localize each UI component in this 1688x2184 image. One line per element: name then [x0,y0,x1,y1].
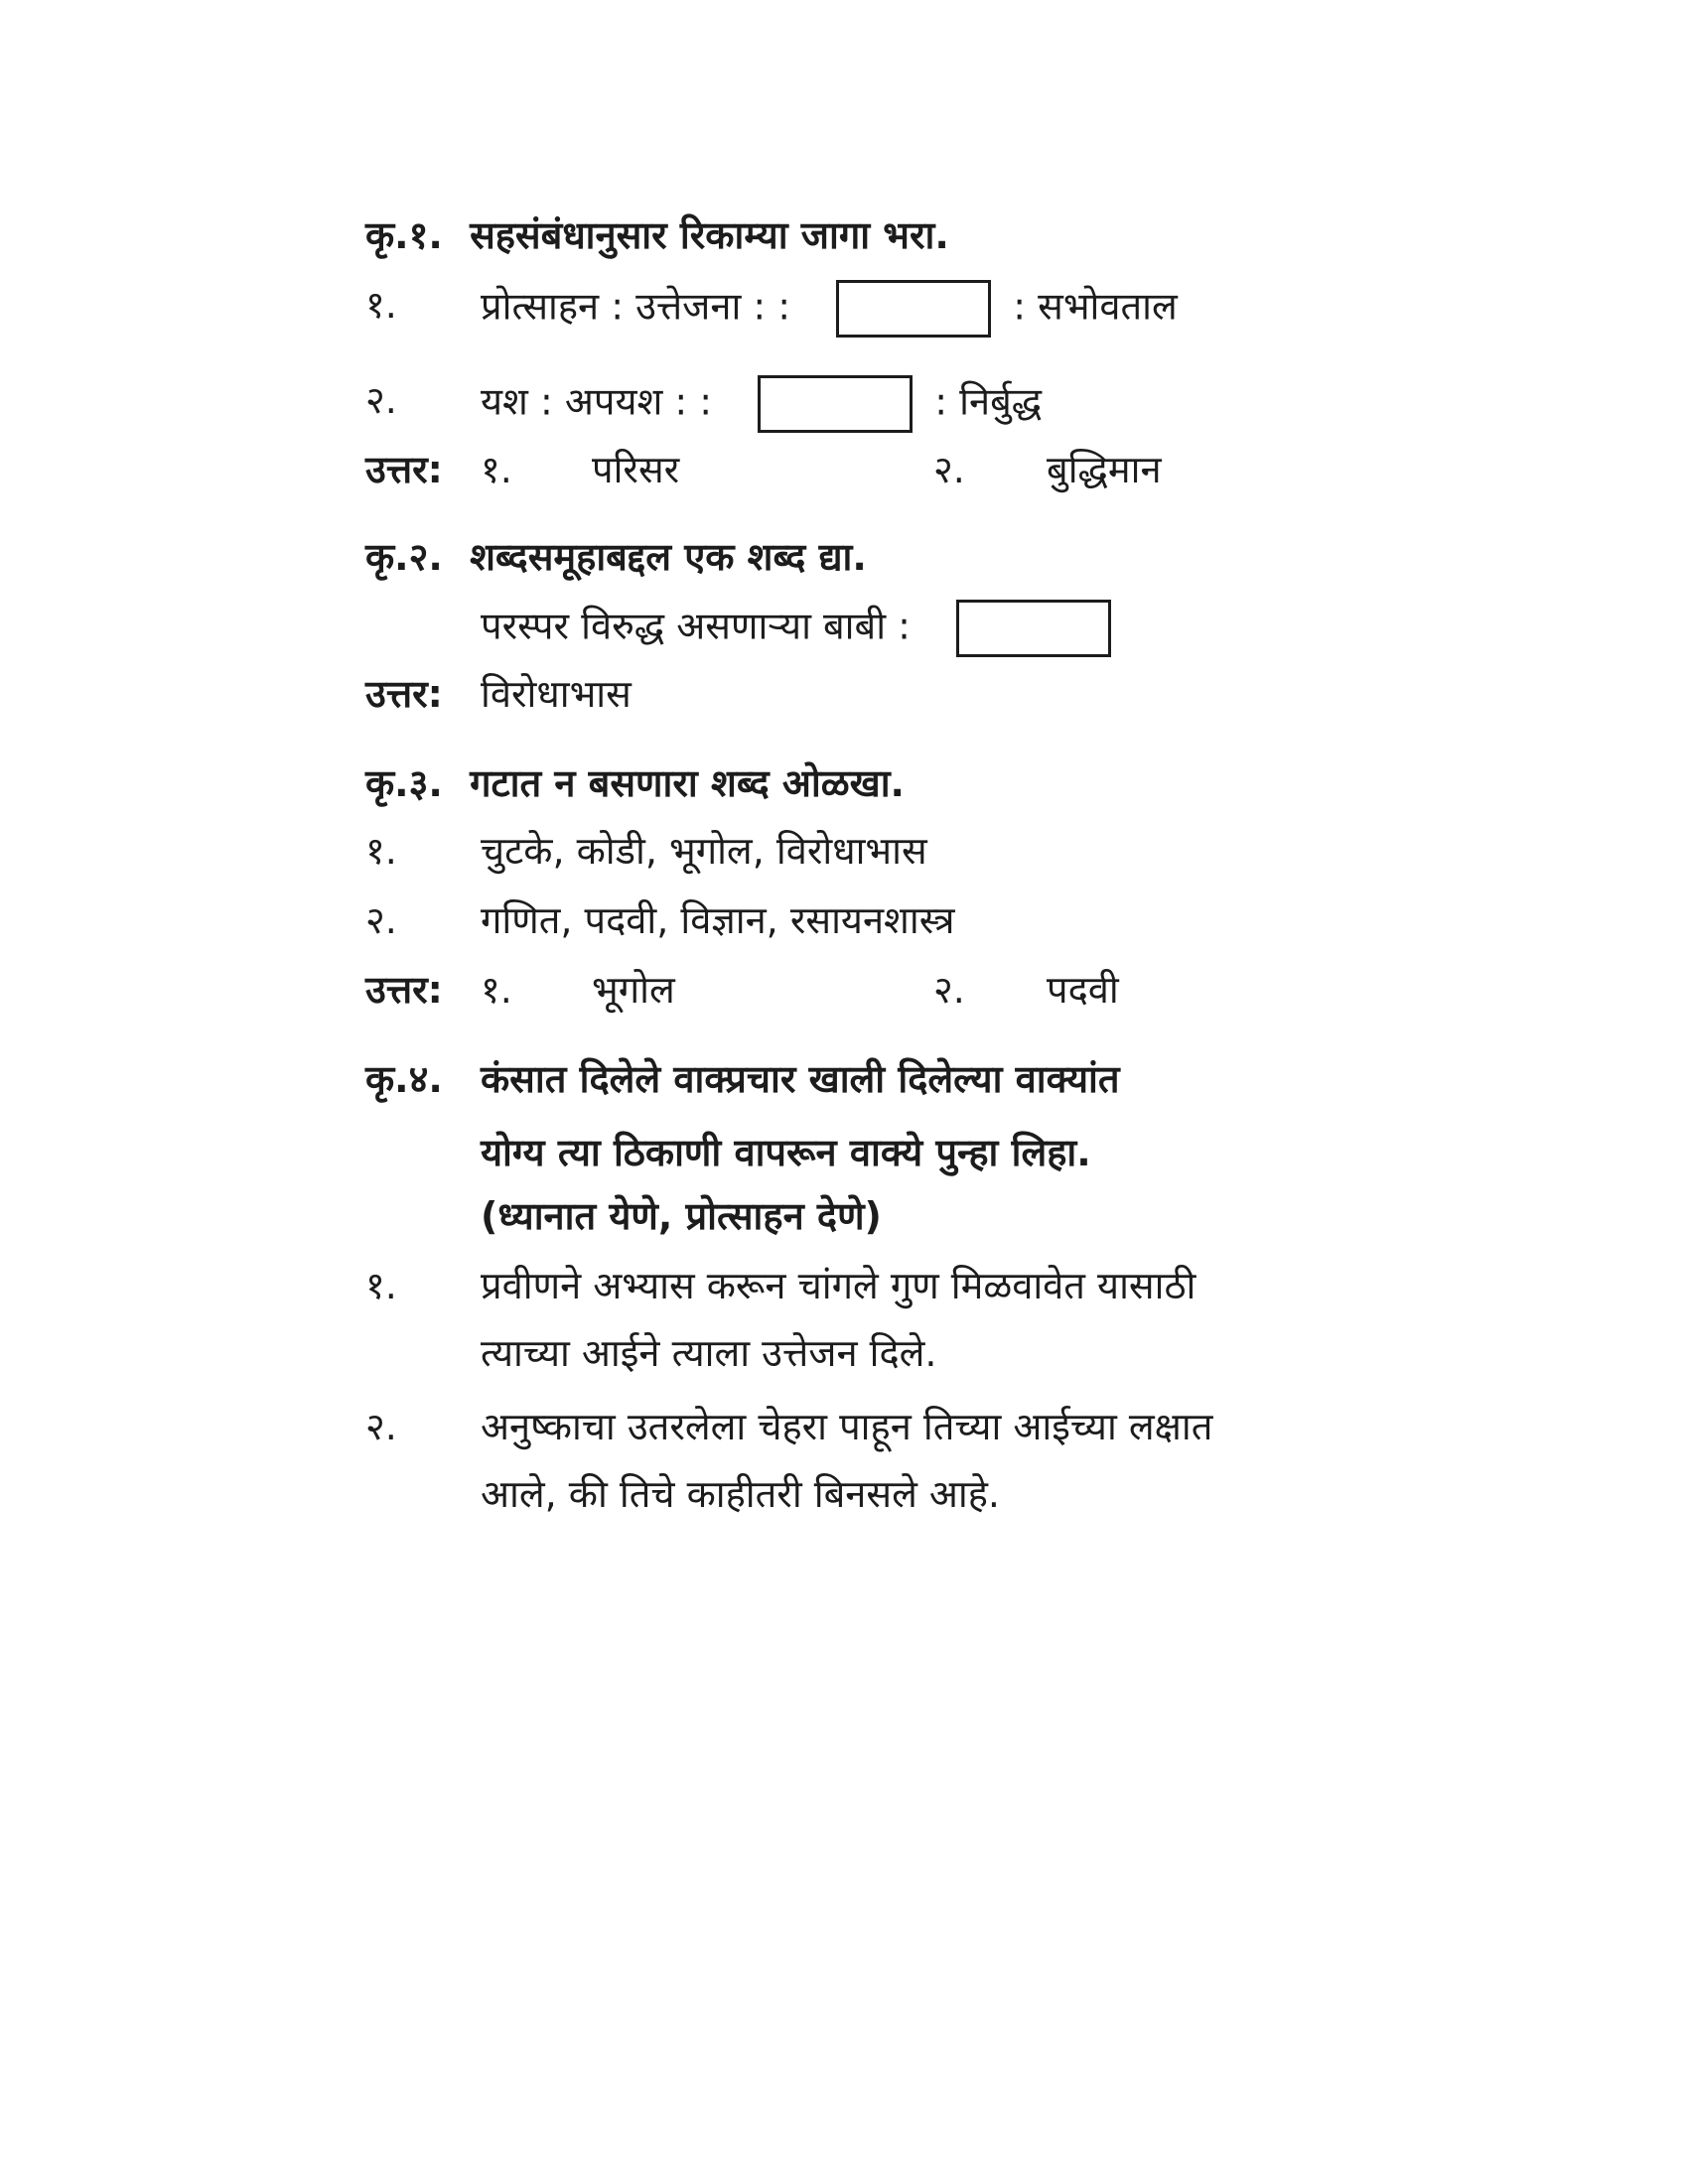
q3-title: गटात न बसणारा शब्द ओळखा. [470,761,905,805]
q4-title-line-1: कंसात दिलेले वाक्प्रचार खाली दिलेल्या वाक्यांत [481,1057,1120,1101]
q3-heading [365,758,905,808]
q4-item-1-line-1: प्रवीणने अभ्यास करून चांगले गुण मिळवावेत यासाठी [481,1264,1196,1307]
q2-prompt: परस्पर विरुद्ध असणाऱ्या बाबी : [481,604,911,648]
q1-answer-1-number: १. [481,448,512,491]
q3-item-2-number: २. [365,898,397,942]
q4-title-line-3: (ध्यानात येणे, प्रोत्साहन देणे) [481,1194,882,1238]
q1-answer-label: उत्तर: [365,448,443,491]
q3-answer-1: भूगोल [592,968,675,1012]
q1-item-2 [481,375,1042,433]
q2-heading [365,532,867,582]
q2-title: शब्दसमूहाबद्दल एक शब्द द्या. [470,535,867,579]
q1-answer-2: बुद्धिमान [1047,448,1162,491]
q3-item-1: चुटके, कोडी, भूगोल, विरोधाभास [481,829,927,873]
q1-answer-2-number: २. [933,448,965,491]
q2-blank-box [956,600,1111,657]
q1-answer-1: परिसर [592,448,680,491]
q2-answer-label: उत्तर: [365,672,443,716]
q3-answer-1-number: १. [481,968,512,1012]
q4-item-1-number: १. [365,1264,397,1307]
q1-item-1 [481,280,1178,338]
q4-label: कृ.४. [365,1057,443,1101]
q3-answer-2: पदवी [1047,968,1119,1012]
q1-item-2-number: २. [365,378,397,422]
q3-answer-label: उत्तर: [365,968,443,1012]
q1-title: सहसंबंधानुसार रिकाम्या जागा भरा. [470,213,949,257]
q4-item-2-number: २. [365,1405,397,1448]
q2-prompt-row [481,600,1111,657]
q1-item-2-blank-box [758,375,913,433]
q4-title-line-2: योग्य त्या ठिकाणी वापरून वाक्ये पुन्हा लिहा. [481,1131,1091,1174]
q1-item-1-right: : सभोवताल [1013,284,1178,329]
q4-item-2-line-2: आले, की तिचे काहीतरी बिनसले आहे. [481,1472,1000,1516]
q1-item-2-right: : निर्बुद्ध [934,379,1043,424]
q4-item-1-line-2: त्याच्या आईने त्याला उत्तेजन दिले. [481,1331,937,1375]
q1-item-1-blank-box [836,280,991,338]
q4-item-2-line-1: अनुष्काचा उतरलेला चेहरा पाहून तिच्या आईच्या लक्षात [481,1405,1213,1448]
q2-label: कृ.२. [365,535,443,579]
q1-item-1-left: प्रोत्साहन : उत्तेजना : : [481,284,791,329]
q3-item-2: गणित, पदवी, विज्ञान, रसायनशास्त्र [481,898,955,942]
q1-heading [365,210,949,260]
q1-item-1-number: १. [365,283,397,327]
q3-label: कृ.३. [365,761,443,805]
q3-item-1-number: १. [365,829,397,873]
q1-item-2-left: यश : अपयश : : [481,379,713,424]
q1-label: कृ.१. [365,213,443,257]
q3-answer-2-number: २. [933,968,965,1012]
q2-answer: विरोधाभास [481,672,632,716]
